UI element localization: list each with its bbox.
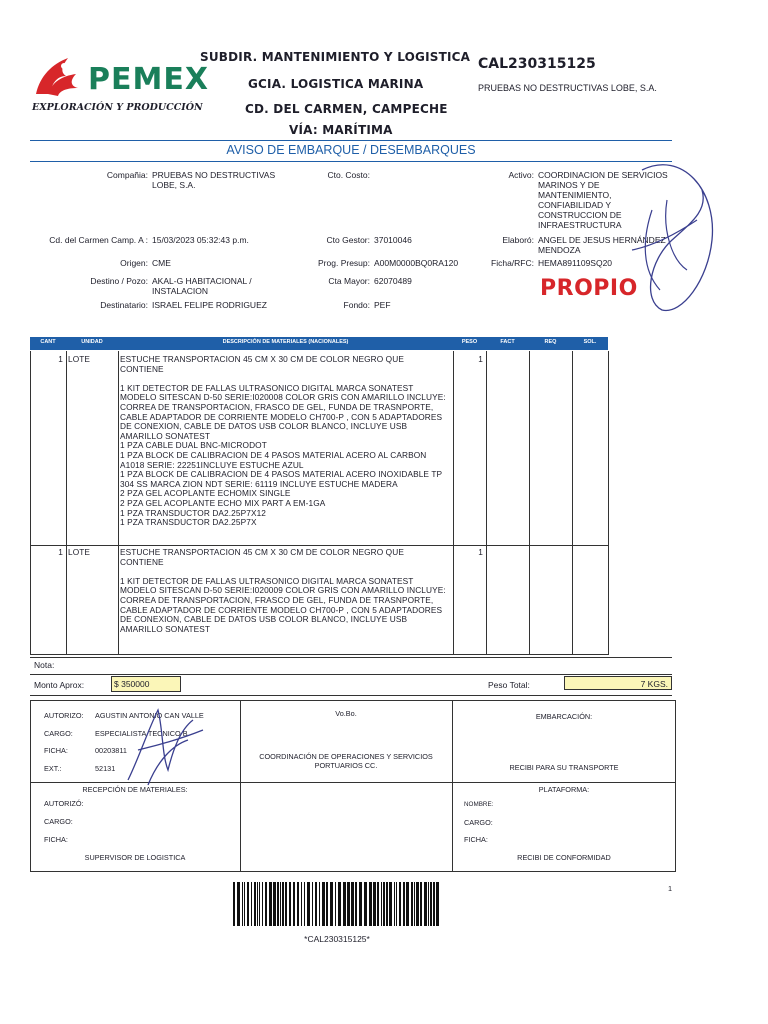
activo-label: Activo: (508, 170, 534, 180)
barcode-bar (322, 882, 325, 926)
cto-gestor-value: 37010046 (374, 235, 412, 245)
barcode-bar (233, 882, 235, 926)
barcode-bar (312, 882, 313, 926)
destino-label: Destino / Pozo: (90, 276, 148, 286)
th-sol: SOL. (583, 339, 597, 345)
cto-costo-label: Cto. Costo: (327, 170, 370, 180)
table-col-divider (453, 351, 454, 655)
propio-stamp: PROPIO (540, 276, 638, 301)
barcode-bar (330, 882, 333, 926)
barcode-bar (315, 882, 317, 926)
description-line: CORREA DE TRANSPORTACION, FRASCO DE GEL, FUNDA DE TRASNPORTE, (120, 401, 434, 412)
barcode-bar (420, 882, 422, 926)
barcode-bar (416, 882, 419, 926)
r-autorizo-label: AUTORIZÓ: (44, 799, 84, 808)
description-line: CONTIENE (120, 363, 164, 374)
description-line: 1 KIT DETECTOR DE FALLAS ULTRASONICO DIGITAL MARCA SONATEST (120, 575, 414, 586)
row-2-description (120, 548, 453, 634)
page-number: 1 (668, 884, 673, 893)
barcode-bar (301, 882, 302, 926)
description-line: 1 PZA CABLE DUAL BNC-MICRODOT (120, 440, 267, 451)
barcode-bar (269, 882, 272, 926)
signature-elaboro-icon (612, 150, 722, 320)
barcode-bar (289, 882, 291, 926)
barcode-bar (280, 882, 281, 926)
origen-value: CME (152, 258, 171, 268)
pemex-subtitle: EXPLORACIÓN Y PRODUCCIÓN (32, 102, 203, 113)
compania-label: Compañia: (106, 170, 148, 180)
nombre-label: NOMBRE: (464, 801, 494, 808)
recibi-conformidad: RECIBI DE CONFORMIDAD (517, 853, 611, 862)
barcode-bar (251, 882, 252, 926)
cto-gestor-label: Cto Gestor: (326, 235, 370, 245)
barcode-bar (377, 882, 379, 926)
barcode-bar (373, 882, 376, 926)
nota-label: Nota: (34, 660, 55, 670)
document-title: AVISO DE EMBARQUE / DESEMBARQUES (226, 143, 476, 157)
embarcacion-label: EMBARCACIÓN: (535, 712, 593, 721)
sig-col-divider (240, 700, 241, 872)
header-line-1: SUBDIR. MANTENIMIENTO Y LOGISTICA (200, 50, 471, 64)
table-col-divider (572, 351, 573, 655)
p-ficha-label: FICHA: (464, 835, 488, 844)
description-line: 2 PZA GEL ACOPLANTE ECHOMIX SINGLE (120, 488, 291, 499)
cargo-label: CARGO: (44, 729, 73, 738)
barcode-bar (265, 882, 267, 926)
barcode-bar (262, 882, 263, 926)
row-2-peso: 1 (478, 547, 483, 557)
title-rule-bottom (30, 161, 672, 162)
barcode-bar (351, 882, 354, 926)
header-line-3: CD. DEL CARMEN, CAMPECHE (245, 102, 448, 116)
barcode-bar (381, 882, 382, 926)
table-row-divider (30, 545, 608, 546)
monto-value: $ 350000 (111, 676, 181, 692)
row-1-peso: 1 (478, 354, 483, 364)
barcode-bar (277, 882, 279, 926)
destinatario-label: Destinatario: (100, 300, 148, 310)
pemex-logo (30, 54, 209, 116)
barcode-bar (355, 882, 357, 926)
th-fact: FACT (500, 339, 515, 345)
description-line: MODELO SITESCAN D-50 SERIE:I020008 COLOR GRIS CON AMARILLO INCLUYE: (120, 392, 446, 403)
barcode-bar (304, 882, 305, 926)
barcode (233, 882, 441, 926)
barcode-bar (430, 882, 432, 926)
barcode-bar (396, 882, 397, 926)
document-code: CAL230315125 (478, 56, 596, 72)
description-line: A1018 SERIE: 22251INCLUYE ESTUCHE AZUL (120, 459, 304, 470)
compania-value: PRUEBAS NO DESTRUCTIVAS LOBE, S.A. (152, 170, 276, 190)
th-req: REQ (544, 339, 557, 345)
ext-value: 52131 (95, 764, 116, 773)
barcode-bar (399, 882, 401, 926)
recibi-transporte: RECIBI PARA SU TRANSPORTE (509, 763, 619, 772)
description-line: 1 PZA BLOCK DE CALIBRACION DE 4 PASOS MATERIAL ACERO INOXIDABLE TP (120, 469, 443, 480)
barcode-bar (285, 882, 287, 926)
header-line-4: VÍA: MARÍTIMA (289, 123, 393, 137)
header-line-2: GCIA. LOGISTICA MARINA (248, 77, 424, 91)
barcode-bar (257, 882, 258, 926)
barcode-bar (403, 882, 405, 926)
description-line: CONTIENE (120, 556, 164, 567)
row-1-cant: 1 (58, 354, 63, 364)
barcode-bar (273, 882, 276, 926)
monto-label: Monto Aprox: (34, 680, 85, 690)
row-2-cant: 1 (58, 547, 63, 557)
description-line: AMARILLO SONATEST (120, 430, 211, 441)
barcode-bar (242, 882, 243, 926)
p-cargo-label: CARGO: (464, 818, 493, 827)
cta-mayor-label: Cta Mayor: (328, 276, 370, 286)
barcode-bar (414, 882, 415, 926)
barcode-bar (338, 882, 341, 926)
header-company: PRUEBAS NO DESTRUCTIVAS LOBE, S.A. (478, 83, 657, 93)
barcode-bar (383, 882, 385, 926)
barcode-bar (394, 882, 395, 926)
fondo-value: PEF (374, 300, 391, 310)
pemex-eagle-icon (30, 54, 86, 102)
barcode-bar (254, 882, 256, 926)
barcode-bar (319, 882, 320, 926)
th-peso: PESO (461, 339, 478, 345)
description-line: 1 PZA TRANSDUCTOR DA2.25P7X (120, 517, 257, 528)
barcode-bar (364, 882, 367, 926)
vobo-text: COORDINACIÓN DE OPERACIONES Y SERVICIOS PORTUARIOS CC. (259, 752, 433, 770)
destino-value: AKAL-G HABITACIONAL / INSTALACION (152, 276, 252, 296)
barcode-bar (293, 882, 295, 926)
description-line: CORREA DE TRANSPORTACION, FRASCO DE GEL, FUNDA DE TRASNPORTE, (120, 594, 434, 605)
peso-total-value: 7 KGS. (564, 676, 672, 690)
cta-mayor-value: 62070489 (374, 276, 412, 286)
prog-presup-label: Prog. Presup: (318, 258, 370, 268)
barcode-bar (369, 882, 372, 926)
vobo-label: Vo.Bo. (335, 709, 357, 718)
th-descripcion: DESCRIPCIÓN DE MATERIALES (NACIONALES) (222, 339, 349, 345)
barcode-bar (347, 882, 350, 926)
ficha-rfc-value: HEMA891109SQ20 (538, 258, 613, 268)
description-line: 1 PZA TRANSDUCTOR DA2.25P7X12 (120, 507, 267, 518)
barcode-bar (237, 882, 240, 926)
fondo-label: Fondo: (343, 300, 370, 310)
description-line: DE CONEXION, CABLE DE DATOS USB COLOR BLANCO, INCLUYE USB (120, 614, 408, 625)
recepcion-label: RECEPCIÓN DE MATERIALES: (82, 785, 188, 794)
r-ficha-label: FICHA: (44, 835, 68, 844)
r-cargo-label: CARGO: (44, 817, 73, 826)
fecha-label: Cd. del Carmen Camp. A : (49, 235, 148, 245)
activo-value: COORDINACION DE SERVICIOS MARINOS Y DE MANTENIMIENTO, CONFIABILIDAD Y CONSTRUCCION DE INFRAESTRUCTURA (538, 170, 668, 230)
table-col-divider (486, 351, 487, 655)
barcode-text: *CAL230315125* (304, 934, 370, 944)
th-cant: CANT (40, 339, 56, 345)
peso-total-label: Peso Total: (488, 680, 530, 690)
barcode-bar (428, 882, 429, 926)
nota-rule (30, 657, 672, 658)
barcode-bar (359, 882, 362, 926)
signature-autorizo-icon (118, 700, 208, 790)
title-rule-top (30, 140, 672, 141)
ficha-label: FICHA: (44, 746, 68, 755)
table-col-divider (529, 351, 530, 655)
barcode-bar (297, 882, 299, 926)
barcode-bar (343, 882, 346, 926)
th-unidad: UNIDAD (81, 339, 103, 345)
ext-label: EXT.: (44, 764, 62, 773)
table-col-divider (118, 351, 119, 655)
description-line: 1 KIT DETECTOR DE FALLAS ULTRASONICO DIGITAL MARCA SONATEST (120, 382, 414, 393)
barcode-bar (436, 882, 439, 926)
barcode-bar (282, 882, 284, 926)
description-line: 2 PZA GEL ACOPLANTE ECHO MIX PART A EM-1GA (120, 497, 326, 508)
barcode-bar (386, 882, 388, 926)
origen-label: Origen: (120, 258, 148, 268)
barcode-bar (244, 882, 245, 926)
barcode-bar (247, 882, 249, 926)
elaboro-value: ANGEL DE JESUS HERNÁNDEZ MENDOZA (538, 235, 666, 255)
barcode-bar (389, 882, 392, 926)
autorizo-value: AGUSTIN ANTONIO CAN VALLE (95, 711, 204, 720)
ficha-value: 00203811 (95, 746, 127, 755)
description-line: AMARILLO SONATEST (120, 623, 211, 634)
supervisor-label: SUPERVISOR DE LOGISTICA (84, 853, 186, 862)
barcode-bar (307, 882, 310, 926)
description-line: DE CONEXION, CABLE DE DATOS USB COLOR BLANCO, INCLUYE USB (120, 421, 408, 432)
description-line: CABLE ADAPTADOR DE CORRIENTE MODELO CH700-P , CON 5 ADAPTADORES (120, 604, 443, 615)
description-line: 304 SS MARCA ZION NDT SERIE: 61119 INCLUYE ESTUCHE MADERA (120, 478, 398, 489)
barcode-bar (259, 882, 260, 926)
destinatario-value: ISRAEL FELIPE RODRIGUEZ (152, 300, 267, 310)
barcode-bar (326, 882, 328, 926)
row-1-unidad: LOTE (68, 354, 91, 364)
autorizo-label: AUTORIZO: (44, 711, 84, 720)
materials-table (30, 337, 608, 655)
barcode-bar (406, 882, 409, 926)
elaboro-label: Elaboró: (502, 235, 534, 245)
barcode-bar (411, 882, 413, 926)
description-line: ESTUCHE TRANSPORTACION 45 CM X 30 CM DE COLOR NEGRO QUE (120, 547, 404, 557)
fecha-value: 15/03/2023 05:32:43 p.m. (152, 235, 249, 245)
prog-presup-value: A00M0000BQ0RA120 (374, 258, 459, 268)
barcode-bar (424, 882, 427, 926)
barcode-bar (433, 882, 435, 926)
description-line: ESTUCHE TRANSPORTACION 45 CM X 30 CM DE COLOR NEGRO QUE (120, 354, 404, 364)
ficha-rfc-label: Ficha/RFC: (491, 258, 534, 268)
table-col-divider (66, 351, 67, 655)
row-2-unidad: LOTE (68, 547, 91, 557)
barcode-bar (335, 882, 336, 926)
description-line: 1 PZA BLOCK DE CALIBRACION DE 4 PASOS MATERIAL ACERO AL CARBON (120, 449, 427, 460)
plataforma-label: PLATAFORMA: (538, 785, 590, 794)
pemex-wordmark: PEMEX (88, 62, 209, 97)
cargo-value: ESPECIALISTA TECNICO B (95, 729, 188, 738)
row-1-description (120, 355, 453, 528)
description-line: CABLE ADAPTADOR DE CORRIENTE MODELO CH700-P , CON 5 ADAPTADORES (120, 411, 443, 422)
description-line: MODELO SITESCAN D-50 SERIE:I020009 COLOR GRIS CON AMARILLO INCLUYE: (120, 585, 446, 596)
